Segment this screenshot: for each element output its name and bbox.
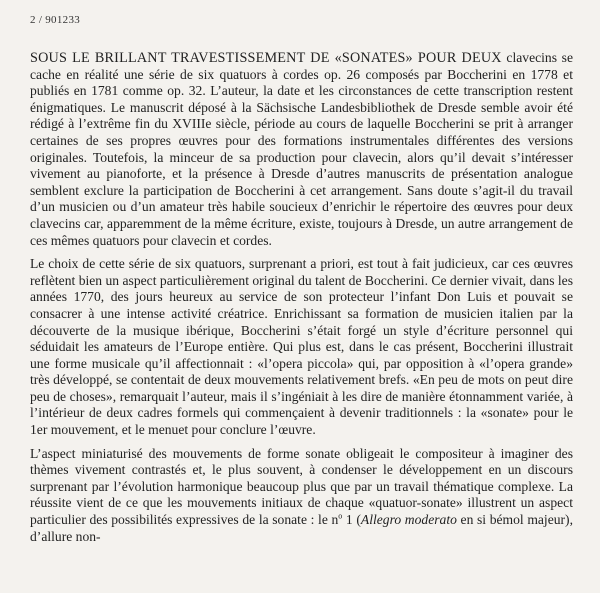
paragraph-3-text-start: L’aspect miniaturisé des mouvements de forme sonate obligeait le compositeur à imaginer des thèmes vivement contrastés et, le plus souvent, à condenser le développement en un discours surprenant par l’évolution harmonique beaucoup plus que par un travail thématique complexe. La réussite vient de ce que les mouvements initiaux de chaque «quatuor-sonate» illustrent un aspect particulier des possibilités expressives de la sonate : le n: [30, 445, 573, 528]
paragraph-3-text-mid: 1 (: [342, 512, 361, 528]
paragraph-1-text: clavecins se cache en réalité une série de six quatuors à cordes op. 26 composés par Boccherini en 1778 et publiés en 1781 comme op. 32. L’auteur, la date et les circonstances de cette transcription restent énigmatiques. Le manuscrit déposé à la Sächsische Landesbibliothek de Dresde semble avoir été rédigé à l’extrême fin du XVIIIe siècle, période au cours de laquelle Boccherini se prit à arranger certaines de ses propres œuvres pour des formations instrumentales différentes des versions originales. Toutefois, la minceur de sa production pour clavecin, alors qu’il devait s’intéresser vivement au pianoforte, et la présence à Dresde d’autres manuscrits de présentation analogue semblent exclure la participation de Boccherini à cet arrangement. Sans doute s’agit-il du travail d’un musicien ou d’un amateur très habile soucieux d’enrichir le répertoire des œuvres pour deux clavecins car, apparemment de la même écriture, existe, toujours à Dresde, un autre arrangement de ces mêmes quatuors pour clavecin et cordes.: [30, 50, 573, 248]
document-body: [30, 50, 573, 552]
page-number: 2 / 901233: [30, 14, 81, 26]
paragraph-3: [30, 446, 573, 546]
lead-in-small-caps: SOUS LE BRILLANT TRAVESTISSEMENT DE «SONATES» POUR DEUX: [30, 50, 502, 66]
ordinal-superscript: o: [338, 511, 343, 521]
paragraph-2: [30, 256, 573, 439]
paragraph-2-text: Le choix de cette série de six quatuors, surprenant a priori, est tout à fait judicieux, car ces œuvres reflètent bien un aspect particulièrement original du talent de Boccherini. Ce dernier vivait, dans les années 1770, des jours heureux au service de son protecteur l’infant Don Luis et pouvait se consacrer à une intense activité créatrice. Enrichissant sa formation de musicien italien par la découverte de la musique ibérique, Boccherini s’était forgé un style d’écriture personnel qui séduidait les amateurs de l’Europe entière. Qui plus est, dans le cas présent, Boccherini illustrait une forme musicale qu’il affectionnait : «l’opera piccola» qui, par opposition à «l’opera grande» très développé, se contentait de deux mouvements relativement brefs. «En peu de mots on peut dire peu de choses», remarquait l’auteur, mais il s’ingéniait à les dire de manière étonnamment variée, à l’intérieur de deux cadres formels qui commençaient à devenir traditionnels : la «sonate» pour le 1er mouvement, et le menuet pour conclure l’œuvre.: [30, 256, 573, 438]
paragraph-3-text-end: en si bémol majeur), d’allure non-: [30, 512, 573, 544]
paragraph-1: [30, 50, 573, 249]
tempo-marking-italic: Allegro moderato: [360, 512, 457, 528]
